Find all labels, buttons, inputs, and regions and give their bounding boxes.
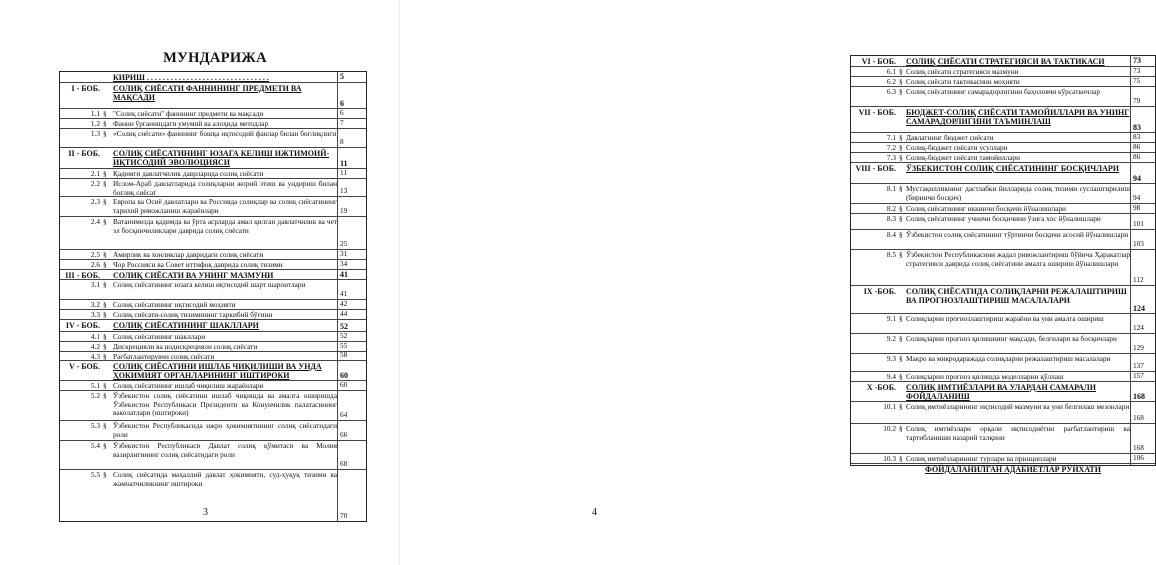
toc-entry-title[interactable]: Ўзбекистон солиқ сиёсатининг тўртинчи босқичи асосий йўналишлари: [906, 230, 1129, 239]
section-sign: §: [899, 214, 903, 223]
toc-entry-title[interactable]: Ўзбекистон солиқ сиёсатини ишлаб чиқишда ва амалга оширишда Ўзбекистон Республикаси Президенти ва Конунчилик палатасининг ваколатлари (иштироки): [113, 391, 337, 418]
toc-chapter-row: [60, 360, 366, 381]
toc-page-number: 112: [1133, 275, 1144, 285]
toc-section-row: [851, 86, 1155, 107]
toc-row-label: VIII - БОБ.: [855, 164, 896, 173]
toc-row-label: X -БОБ.: [866, 383, 896, 392]
toc-page-number: 168: [1133, 413, 1144, 423]
toc-entry-title[interactable]: Давлатнинг бюджет сиёсати: [906, 133, 994, 142]
section-sign: §: [899, 402, 903, 411]
toc-chapter-row: [851, 463, 1155, 474]
toc-page-number: 7: [340, 118, 344, 128]
section-sign: §: [103, 352, 107, 361]
toc-page-number: 101: [1133, 219, 1144, 229]
toc-row-label: 9.3: [886, 354, 896, 363]
toc-row-label: 1.3: [90, 129, 100, 138]
section-sign: §: [103, 109, 107, 118]
toc-page-number: 60: [340, 370, 348, 380]
toc-page-number: 103: [1133, 239, 1144, 249]
toc-row-label: 8.4: [886, 230, 896, 239]
section-sign: §: [103, 197, 107, 206]
section-sign: §: [899, 153, 903, 162]
toc-row-label: 3.2: [90, 300, 100, 309]
section-sign: §: [103, 342, 107, 351]
toc-row-label: 5.2: [90, 391, 100, 400]
toc-page-number: 83: [1133, 122, 1141, 132]
toc-row-label: V - БОБ.: [68, 362, 100, 371]
toc-page-number: 94: [1133, 193, 1141, 203]
toc-page-number: 52: [340, 321, 348, 331]
toc-entry-title[interactable]: «Солиқ сиёсати» фанининг бошқа иқтисодий фанлар билан боғлиқлиги: [113, 129, 337, 138]
toc-page-number: 6: [340, 98, 344, 108]
toc-page-number: 11: [340, 168, 348, 178]
toc-section-row: [60, 279, 366, 300]
toc-entry-title[interactable]: Солиқ сиёсатининг шакллари: [113, 332, 206, 341]
section-sign: §: [899, 204, 903, 213]
toc-page-number: 94: [1133, 173, 1141, 183]
toc-row-label: 3.1: [90, 280, 100, 289]
toc-chapter-row: [60, 72, 366, 82]
toc-entry-title[interactable]: Ўзбекистон Республикасини жадал ривожлантириш бўйича Ҳаракатлар стратегияси даврида солиқ сиёсатини амалга ошириш йўналишлари: [906, 250, 1130, 268]
toc-entry-title[interactable]: Фанни ўрганишдаги умумий ва алоҳида методлар: [113, 119, 269, 128]
toc-entry-title[interactable]: Солиқ сиёсати тактикасини моҳияти: [906, 77, 1020, 86]
toc-entry-title[interactable]: "Солиқ сиёсати" фанининг предмети ва мақсади: [113, 109, 264, 118]
toc-entry-title[interactable]: БЮДЖЕТ-СОЛИҚ СИЁСАТИ ТАМОЙИЛЛАРИ ВА УНИНГ САМАРАДОРЛИГИНИ ТАЪМИНЛАШ: [906, 108, 1130, 127]
toc-row-label: 8.5: [886, 250, 896, 259]
toc-page-number: 168: [1133, 391, 1145, 401]
toc-entry-title[interactable]: СОЛИҚ СИЁСАТИДА СОЛИҚЛАРНИ РЕЖАЛАШТИРИШ ВА ПРОГНОЗЛАШТИРИШ МАСАЛАЛАРИ: [906, 287, 1127, 306]
toc-row-label: III - БОБ.: [65, 271, 100, 280]
toc-row-label: 10.3: [883, 454, 896, 463]
toc-row-label: I - БОБ.: [71, 84, 100, 93]
toc-entry-title[interactable]: СОЛИҚ СИЁСАТИ СТРАТЕГИЯСИ ВА ТАКТИКАСИ: [906, 57, 1105, 66]
section-sign: §: [899, 424, 903, 433]
toc-entry-title[interactable]: Солиқ имтиёзларининг турлари ва принциплари: [906, 454, 1057, 463]
section-sign: §: [899, 334, 903, 343]
toc-entry-title[interactable]: Солиқ сиёсати стратегияси мазмуни: [906, 67, 1019, 76]
section-sign: §: [103, 250, 107, 259]
section-sign: §: [103, 381, 107, 390]
toc-entry-title[interactable]: Амирлик ва хонликлар давридаги солиқ сиёсати: [113, 250, 264, 259]
toc-entry-title[interactable]: СОЛИҚ ИМТИЁЗЛАРИ ВА УЛАРДАН САМАРАЛИ ФОЙДАЛАНИШ: [906, 383, 1096, 402]
toc-chapter-row: [60, 147, 366, 169]
toc-entry-title[interactable]: Солиқларни прогноз қилишда моделларни қўллаш: [906, 372, 1064, 381]
toc-entry-title[interactable]: СОЛИҚ СИЁСАТИ ВА УНИНГ МАЗМУНИ: [113, 271, 274, 280]
toc-page-number: 73: [1133, 55, 1141, 65]
toc-section-row: [851, 183, 1155, 204]
toc-page-number: 8: [340, 137, 344, 147]
toc-page-number: 75: [1133, 76, 1141, 86]
toc-entry-title[interactable]: Солиқ сиёсатининг ишлаб чиқилиш жараёнлари: [113, 381, 264, 390]
toc-table-right: [850, 55, 1156, 474]
toc-chapter-row: [851, 381, 1155, 402]
section-sign: §: [103, 169, 107, 178]
toc-row-label: 5.3: [90, 421, 100, 430]
toc-entry-title[interactable]: Солиқ сиёсатида маҳаллий давлат ҳокимияти, суд-ҳуқуқ тизими ва жамоатчиликнинг иштироки: [113, 470, 337, 488]
toc-row-label: 5.5: [90, 470, 100, 479]
toc-page-number: 13: [340, 186, 348, 196]
toc-row-label: 6.3: [886, 87, 896, 96]
toc-row-label: 4.2: [90, 342, 100, 351]
toc-row-label: 9.4: [886, 372, 896, 381]
section-sign: §: [103, 217, 107, 226]
toc-row-label: 6.2: [886, 77, 896, 86]
section-sign: §: [103, 300, 107, 309]
toc-entry-title[interactable]: СОЛИҚ СИЁСАТИ ФАННИНИНГ ПРЕДМЕТИ ВА МАҚСАДИ: [113, 84, 302, 103]
section-sign: §: [899, 184, 903, 193]
toc-section-row: [60, 390, 366, 421]
toc-entry-title[interactable]: Солиқларни прогноз қилишнинг мақсади, белгилари ва босқичлари: [906, 334, 1117, 343]
toc-entry-title[interactable]: Солиқларни прогнозлаштириш жараёни ва уни амалга ошириш: [906, 314, 1104, 323]
toc-entry-title[interactable]: Ватанимизда қадимда ва ўрта асрларда амал қилган давлатчилик ва чет эл босқинчиликлари даврида солиқ сиёсати: [113, 217, 337, 235]
toc-page-number: 5: [340, 71, 344, 81]
section-sign: §: [103, 179, 107, 188]
page-title: МУНДАРИЖА: [163, 50, 267, 66]
toc-row-label: 8.1: [886, 184, 896, 193]
toc-chapter-row: [851, 162, 1155, 184]
toc-entry-title[interactable]: Қадимги давлатчилик даврларида солиқ сиёсати: [113, 169, 264, 178]
toc-entry-title[interactable]: ФОЙДАЛАНИЛГАН АДАБИЁТЛАР РЎЙХАТИ: [925, 465, 1101, 474]
toc-entry-title[interactable]: Европа ва Осиё давлатлари ва Россияда солиқлар ва солиқ сиёсатининг тарихий ривожланиш жараёнлари: [113, 197, 337, 215]
section-sign: §: [103, 332, 107, 341]
toc-page-number: 60: [340, 380, 348, 390]
toc-page-number: 68: [340, 459, 348, 469]
toc-entry-title[interactable]: Дискрецияли ва нодискрецияли солиқ сиёсати: [113, 342, 258, 351]
toc-section-row: [60, 128, 366, 148]
toc-entry-title[interactable]: КИРИШ . . . . . . . . . . . . . . . . . . . . . . . . . . . . . . .: [113, 73, 269, 82]
toc-page-number: 41: [340, 289, 348, 299]
toc-entry-title[interactable]: Солиқ сиёсати-солиқ тизимининг таркибий бўғини: [113, 310, 273, 319]
toc-entry-title[interactable]: Макро ва микродаражада солиқларни режалаштириш масалалари: [906, 354, 1111, 363]
toc-entry-title[interactable]: Солиқ сиёсатининг иқтисодий моҳияти: [113, 300, 236, 309]
toc-page-number: 64: [340, 410, 348, 420]
toc-page-number: 70: [340, 511, 348, 521]
page-number-right: 4: [592, 507, 597, 518]
toc-entry-title[interactable]: Чор Россияси ва Совет иттифоқ даврида солиқ тизими: [113, 260, 283, 269]
toc-row-label: II - БОБ.: [68, 149, 100, 158]
toc-section-row: [851, 423, 1155, 454]
toc-page-number: 186: [1133, 453, 1144, 463]
section-sign: §: [899, 133, 903, 142]
toc-chapter-row: [60, 82, 366, 109]
section-sign: §: [899, 87, 903, 96]
section-sign: §: [899, 77, 903, 86]
toc-row-label: 2.4: [90, 217, 100, 226]
toc-page-number: 6: [340, 108, 344, 118]
section-sign: §: [899, 67, 903, 76]
toc-section-row: [60, 420, 366, 441]
toc-section-row: [851, 229, 1155, 250]
toc-entry-title[interactable]: Мустақилликнинг дастлабки йилларида солиқ тизими суслаштирилиш (биринчи босқич): [906, 184, 1130, 202]
toc-page-number: 157: [1133, 371, 1144, 381]
toc-section-row: [851, 353, 1155, 372]
toc-row-label: 10.2: [883, 424, 896, 433]
toc-row-label: 4.3: [90, 352, 100, 361]
toc-section-row: [851, 213, 1155, 230]
toc-page-number: 31: [340, 249, 348, 259]
toc-page-number: 42: [340, 299, 348, 309]
toc-row-label: 8.3: [886, 214, 896, 223]
section-sign: §: [899, 230, 903, 239]
toc-page-number: 19: [340, 206, 348, 216]
section-sign: §: [103, 470, 107, 479]
toc-chapter-row: [851, 56, 1155, 66]
left-page: [0, 0, 400, 565]
toc-row-label: VI - БОБ.: [861, 57, 896, 66]
toc-entry-title[interactable]: Солиқ сиёсатининг юзага келиш иқтисодий шарт шароитлари: [113, 280, 306, 289]
toc-row-label: 7.3: [886, 153, 896, 162]
toc-page-number: 86: [1133, 142, 1141, 152]
toc-row-label: 2.3: [90, 197, 100, 206]
toc-entry-title[interactable]: СОЛИҚ СИЁСАТИНИНГ ШАКЛЛАРИ: [113, 321, 259, 330]
toc-row-label: 4.1: [90, 332, 100, 341]
section-sign: §: [103, 310, 107, 319]
toc-page-number: 124: [1133, 303, 1145, 313]
toc-row-label: 5.4: [90, 441, 100, 450]
toc-entry-title[interactable]: Ислом-Араб давлатларида солиқларни жорий этиш ва ундириш билан боғлиқ сиёсат: [113, 179, 337, 197]
toc-page-number: 79: [1133, 96, 1141, 106]
toc-page-number: [1133, 464, 1145, 465]
toc-row-label: 3.3: [90, 310, 100, 319]
section-sign: §: [103, 391, 107, 400]
toc-entry-title[interactable]: СОЛИҚ СИЁСАТИНИНГ ЮЗАГА КЕЛИШ ИЖТИМОИЙ-ИҚТИСОДИЙ ЭВОЛЮЦИЯСИ: [113, 149, 330, 168]
section-sign: §: [103, 421, 107, 430]
toc-row-label: VII - БОБ.: [858, 108, 896, 117]
toc-page-number: 124: [1133, 323, 1144, 333]
toc-page-number: 55: [340, 341, 348, 351]
toc-row-label: IX -БОБ.: [863, 287, 896, 296]
toc-row-label: 6.1: [886, 67, 896, 76]
section-sign: §: [899, 354, 903, 363]
toc-entry-title[interactable]: Солиқ сиёсатининг иккинчи босқичи йўналишлари: [906, 204, 1066, 213]
toc-page-number: 129: [1133, 343, 1144, 353]
toc-page-number: 58: [340, 350, 348, 360]
section-sign: §: [103, 260, 107, 269]
toc-section-row: [851, 333, 1155, 354]
toc-page-number: 73: [1133, 66, 1141, 76]
toc-entry-title[interactable]: Солиқ имтиёзларининг иқтисодий мазмуни ва уни белгилаш мезонлари: [906, 402, 1130, 411]
toc-section-row: [60, 178, 366, 197]
toc-row-label: 5.1: [90, 381, 100, 390]
toc-row-label: 9.2: [886, 334, 896, 343]
toc-page-number: 25: [340, 239, 348, 249]
toc-section-row: [60, 196, 366, 217]
section-sign: §: [899, 250, 903, 259]
toc-page-number: 137: [1133, 361, 1144, 371]
toc-entry-title[interactable]: ЎЗБЕКИСТОН СОЛИҚ СИЁСАТИНИНГ БОСҚИЧЛАРИ: [906, 164, 1119, 173]
section-sign: §: [899, 143, 903, 152]
toc-entry-title[interactable]: Ўзбекистон Республикасида ижро ҳокимиятининг солиқ сиёсатидаги роли: [113, 421, 337, 439]
toc-row-label: 9.1: [886, 314, 896, 323]
toc-page-number: 44: [340, 309, 348, 319]
toc-page-number: 66: [340, 430, 348, 440]
toc-page-number: 86: [1133, 152, 1141, 162]
toc-chapter-row: [851, 285, 1155, 314]
section-sign: §: [103, 129, 107, 138]
toc-entry-title[interactable]: СОЛИҚ СИЁСАТИНИ ИШЛАБ ЧИҚИЛИШИ ВА УНДА ҲОКИМИЯТ ОРГАНЛАРИНИНГ ИШТИРОКИ: [113, 362, 322, 381]
toc-row-label: 8.2: [886, 204, 896, 213]
toc-row-label: 7.2: [886, 143, 896, 152]
toc-row-label: 1.2: [90, 119, 100, 128]
toc-row-label: 2.5: [90, 250, 100, 259]
toc-table-left: [59, 71, 367, 522]
toc-section-row: [60, 216, 366, 250]
toc-page-number: 11: [340, 158, 348, 168]
toc-row-label: 2.2: [90, 179, 100, 188]
toc-page-number: 34: [340, 259, 348, 269]
toc-entry-title[interactable]: Солиқ-бюджет сиёсати тамойиллари: [906, 153, 1020, 162]
toc-row-label: IV - БОБ.: [65, 321, 100, 330]
toc-row-label: 1.1: [90, 109, 100, 118]
toc-row-label: 7.1: [886, 133, 896, 142]
toc-row-label: 10.1: [883, 402, 896, 411]
toc-section-row: [851, 313, 1155, 334]
section-sign: §: [899, 314, 903, 323]
toc-section-row: [60, 440, 366, 470]
toc-entry-title[interactable]: Солиқ сиёсатининг самарадорлигини баҳоловчи кўрсаткичлар: [906, 87, 1101, 96]
section-sign: §: [899, 454, 903, 463]
toc-entry-title[interactable]: Рағбатлантирувчи солиқ сиёсати: [113, 352, 215, 361]
section-sign: §: [103, 280, 107, 289]
toc-entry-title[interactable]: Ўзбекистон Республикаси Давлат солиқ қўмитаси ва Молия вазирлигининг солиқ сиёсатидаги роли: [113, 441, 337, 459]
toc-page-number: 41: [340, 269, 348, 279]
toc-page-number: 52: [340, 331, 348, 341]
toc-row-label: 2.1: [90, 169, 100, 178]
toc-section-row: [851, 401, 1155, 424]
toc-chapter-row: [851, 106, 1155, 133]
right-page: [400, 0, 1145, 565]
toc-row-label: 2.6: [90, 260, 100, 269]
toc-page-number: 168: [1133, 443, 1144, 453]
section-sign: §: [899, 372, 903, 381]
toc-section-row: [60, 469, 366, 522]
section-sign: §: [103, 119, 107, 128]
toc-entry-title[interactable]: Солиқ-бюджет сиёсати усуллари: [906, 143, 1008, 152]
toc-page-number: 98: [1133, 203, 1141, 213]
toc-entry-title[interactable]: Солиқ имтиёзлари орқали иқтисодиётни рағбатлантириш ва тартибланиши назарий талқини: [906, 424, 1130, 442]
toc-entry-title[interactable]: Солиқ сиёсатининг учинчи босқичини ўзига хос йўналишлари: [906, 214, 1101, 223]
page-number-left: 3: [203, 507, 208, 518]
toc-section-row: [851, 249, 1155, 286]
section-sign: §: [103, 441, 107, 450]
toc-page-number: 83: [1133, 132, 1141, 142]
